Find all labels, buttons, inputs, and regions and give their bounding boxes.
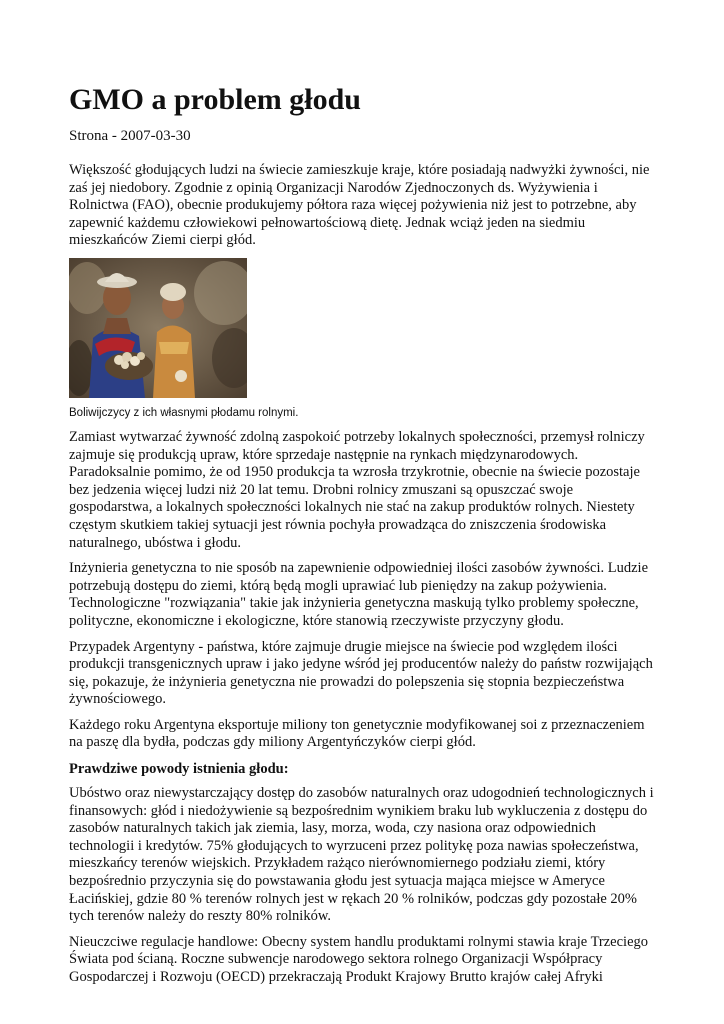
section-paragraph-2: Nieuczciwe regulacje handlowe: Obecny system handlu produktami rolnymi stawia kraje Trzeciego Świata pod ścianą. Roczne subwencje narodowego sektora rolnego Organizacji Współpracy Gospodarczej i Rozwoju (OECD) przekraczają Produkt Krajowy Brutto krajów całej Afryki — [69, 933, 649, 985]
intro-paragraph: Większość głodujących ludzi na świecie zamieszkuje kraje, które posiadają nadwyżki żywności, nie zaś jej niedobory. Zgodnie z opinią Organizacji Narodów Zjednoczonych ds. Wyżywienia i Rolnictwa (FAO), obecnie produkujemy półtora raza więcej pożywienia niż jest to potrzebne, aby zapewnić każdemu człowiekowi pełnowartościową dietę. Jednak wciąż jeden na siedmiu mieszkańców Ziemi cierpi głód. — [69, 162, 650, 249]
article — [69, 82, 657, 995]
article-meta: Strona - 2007-03-30 — [69, 128, 191, 144]
figure — [69, 258, 657, 420]
article-title: GMO a problem głodu — [69, 83, 361, 116]
body-paragraph-2: Inżynieria genetyczna to nie sposób na zapewnienie odpowiedniej ilości zasobów żywności. Ludzie potrzebują dostępu do ziemi, którą będą mogli uprawiać lub pieniędzy na zakup pożywienia. Technologiczne "rozwiązania" takie jak inżynieria genetyczna maskują tylko problemy społeczne, polityczne, ekonomiczne i ekologiczne, które stanowią rzeczywiste przyczyny głodu. — [69, 560, 649, 629]
photo-caption: Boliwijczycy z ich własnymi płodamu rolnymi. — [69, 406, 299, 419]
body-paragraph-1: Zamiast wytwarzać żywność zdolną zaspokoić potrzeby lokalnych społeczności, przemysł rolniczy zajmuje się produkcją upraw, które sprzedaje następnie na rynkach międzynarodowych. Paradoksalnie pomimo, że od 1950 produkcja ta wzrosła trzykrotnie, obecnie na świecie pozostaje bez jedzenia więcej ludzi niż 20 lat temu. Drobni rolnicy zmuszani są opuszczać swoje gospodarstwa, a lokalnych społeczności lokalnych nie stać na zakup produktów rolnych. Niestety częstym skutkiem takiej sytuacji jest równia pochyła prowadząca do zniszczenia środowiska naturalnego, ubóstwa i głodu. — [69, 428, 645, 551]
body-paragraph-4: Każdego roku Argentyna eksportuje miliony ton genetycznie modyfikowanej soi z przeznaczeniem na paszę dla bydła, podczas gdy miliony Argentyńczyków cierpi głód. — [69, 716, 645, 751]
photo — [69, 258, 247, 398]
body-paragraph-3: Przypadek Argentyny - państwa, które zajmuje drugie miejsce na świecie pod względem ilości produkcji transgenicznych upraw i jako jedyne wśród jej producentów należy do państw rozwijająch się, pokazuje, że inżynieria genetyczna nie prowadzi do polepszenia się stopnia bezpieczeństwa żywnościowego. — [69, 638, 653, 708]
section-paragraph-1: Ubóstwo oraz niewystarczający dostęp do zasobów naturalnych oraz udogodnień technologicznych i finansowych: głód i niedożywienie są bezpośrednim wynikiem braku lub wykluczenia z dostępu do zasobów naturalnych takich jak ziemia, lasy, morza, woda, czy nasiona oraz odpowiednich technologii i kredytów. 75% głodujących to wyrzuceni przez politykę poza nawias społeczeństwa, mieszkańcy terenów wiejskich. Przykładem rażąco nierównomiernego podziału ziemi, który bezpośrednio przyczynia się do powstawania głodu jest sytuacja mająca miejsce w Ameryce Łacińskiej, gdzie 80 % terenów rolnych jest w rękach 20 % rolników, podczas gdy pozostałe 20% tych terenów należy do reszty 80% rolników. — [69, 785, 654, 925]
section-heading: Prawdziwe powody istnienia głodu: — [69, 761, 289, 778]
